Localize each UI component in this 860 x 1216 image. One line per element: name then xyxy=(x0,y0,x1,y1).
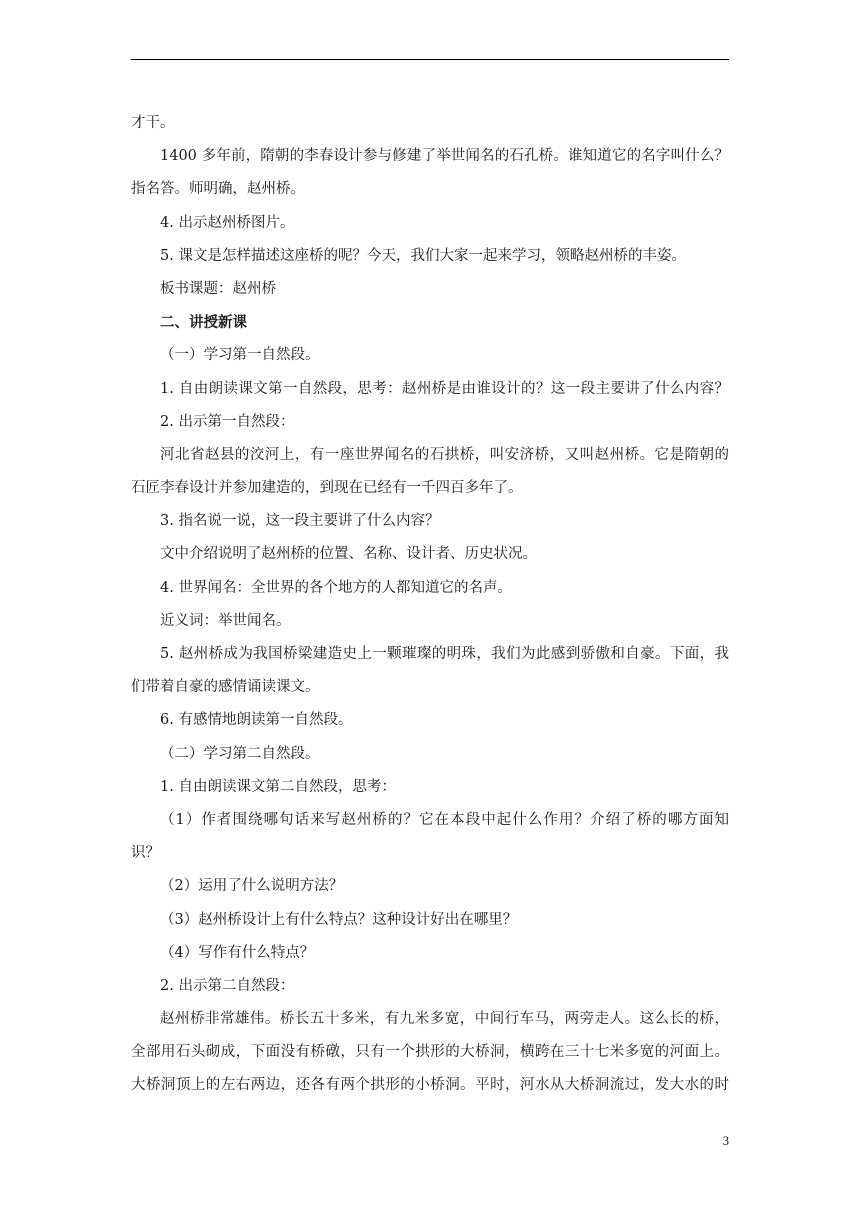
text-line: 6. 有感情地朗读第一自然段。 xyxy=(160,712,353,729)
text-line: 3. 指名说一说，这一段主要讲了什么内容？ xyxy=(160,513,440,530)
text-line: 1400 多年前，隋朝的李春设计参与修建了举世闻名的石孔桥。谁知道它的名字叫什么？ xyxy=(160,148,729,165)
header-rule xyxy=(131,59,729,60)
page-number: 3 xyxy=(722,1134,729,1148)
text-line: 4. 世界闻名：全世界的各个地方的人都知道它的名声。 xyxy=(160,579,512,596)
text-line: （一）学习第一自然段。 xyxy=(160,347,320,364)
page-body xyxy=(131,107,729,1103)
text-line: 1. 自由朗读课文第二自然段，思考： xyxy=(160,778,396,795)
text-line: 板书课题：赵州桥 xyxy=(160,280,276,297)
section-heading: 二、讲授新课 xyxy=(160,314,247,332)
text-line: 近义词：举世闻名。 xyxy=(160,612,291,629)
text-line: 全部用石头砌成，下面没有桥礅，只有一个拱形的大桥洞，横跨在三十七米多宽的河面上。 xyxy=(131,1044,729,1061)
text-line: 5. 课文是怎样描述这座桥的呢？今天，我们大家一起来学习，领略赵州桥的丰姿。 xyxy=(160,247,686,264)
text-line: （2）运用了什么说明方法？ xyxy=(160,878,344,895)
text-line: （二）学习第二自然段。 xyxy=(160,745,320,762)
text-line: 2. 出示第一自然段： xyxy=(160,413,295,430)
text-line: 1. 自由朗读课文第一自然段，思考：赵州桥是由谁设计的？这一段主要讲了什么内容？ xyxy=(160,380,729,397)
text-line: 赵州桥非常雄伟。桥长五十多米，有九米多宽，中间行车马，两旁走人。这么长的桥， xyxy=(160,1011,729,1028)
text-line: 5. 赵州桥成为我国桥梁建造史上一颗璀璨的明珠，我们为此感到骄傲和自豪。下面，我 xyxy=(160,646,729,662)
text-line: （1）作者围绕哪句话来写赵州桥的？它在本段中起什么作用？介绍了桥的哪方面知 xyxy=(160,811,729,828)
text-line: 4. 出示赵州桥图片。 xyxy=(160,214,295,231)
text-line: （3）赵州桥设计上有什么特点？这种设计好出在哪里？ xyxy=(160,911,518,928)
text-line: 石匠李春设计并参加建造的，到现在已经有一千四百多年了。 xyxy=(131,480,523,497)
text-line: 大桥洞顶上的左右两边，还各有两个拱形的小桥洞。平时，河水从大桥洞流过，发大水的时 xyxy=(131,1077,729,1094)
text-line: 识？ xyxy=(131,845,160,862)
text-line: 文中介绍说明了赵州桥的位置、名称、设计者、历史状况。 xyxy=(160,546,537,563)
text-line: 们带着自豪的感情诵读课文。 xyxy=(131,679,320,696)
text-line: 河北省赵县的洨河上，有一座世界闻名的石拱桥，叫安济桥，又叫赵州桥。它是隋朝的 xyxy=(160,446,729,463)
text-line: （4）写作有什么特点？ xyxy=(160,944,315,961)
text-line: 才干。 xyxy=(131,115,175,131)
text-line: 指名答。师明确，赵州桥。 xyxy=(131,181,305,198)
text-line: 2. 出示第二自然段： xyxy=(160,977,295,994)
